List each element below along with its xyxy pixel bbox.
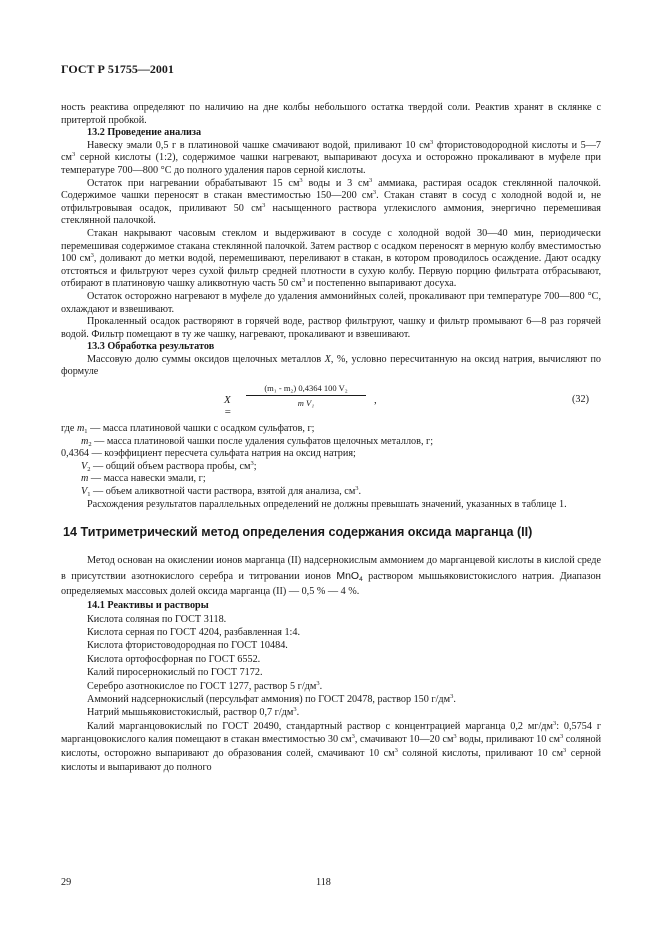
paragraph: Массовую долю суммы оксидов щелочных металлов Х, %, условно пересчитанную на оксид натрия, вычисляют по формуле — [61, 353, 601, 378]
section-13-2-title: 13.2 Проведение анализа — [87, 127, 202, 139]
formula-numerator: (m₁ - m₂) 0,4364 100 V₂ — [246, 383, 366, 396]
legend-item: $m_2$ — масса платиновой чашки после удаления сульфатов щелочных металлов, г; — [81, 435, 434, 448]
document-code: ГОСТ Р 51755—2001 — [61, 62, 174, 76]
paragraph: Метод основан на окислении ионов марганца (II) надсернокислым аммонием до марганцевой кислоты в кислой среде в присутствии азотнокислого серебра и титровании ионов MnO$_4$ раствором мышьяковистокислого натрия. Диапазон определяемых массовых долей оксида марганца (II) — 0,5 % — 4 %. — [61, 555, 601, 598]
legend-item: $V_1$ — объем аликвотной части раствора, взятой для анализа, $см^3$. — [81, 485, 362, 499]
page-body — [61, 102, 601, 774]
formula-comma: , — [374, 394, 377, 407]
section-14-1-title: 14.1 Реактивы и растворы — [87, 600, 209, 611]
section-13-3-title: 13.3 Обработка результатов — [87, 341, 215, 353]
list-item: Кислота фтористоводородная по ГОСТ 10484. — [87, 640, 288, 652]
list-item: Натрий мышьяковистокислый, раствор 0,7 $г/дм^3$. — [87, 706, 300, 719]
list-item: Кислота серная по ГОСТ 4204, разбавленная 1:4. — [87, 627, 301, 638]
list-item: Кислота соляная по ГОСТ 3118. — [87, 613, 227, 625]
paragraph: Остаток при нагревании обрабатывают 15 $см^3$ воды и 3 $см^3$ аммиака, растирая осадок стеклянной палочкой. Содержимое чашки переносят в стакан вместимостью 150—200 $см^3$. Стакан ставят в сосуд с холодной водой и, не отфильтровывая осадок, приливают 50 $см^3$ насыщенного раствора углекислого аммония, энергично перемешивая стеклянной палочкой. — [61, 176, 601, 227]
list-item: Кислота ортофосфорная по ГОСТ 6552. — [87, 653, 261, 665]
list-item: Калий пиросернокислый по ГОСТ 7172. — [87, 667, 263, 679]
paragraph: Прокаленный осадок растворяют в горячей воде, раствор фильтруют, чашку и фильтр промывают 6—8 раз горячей водой. Фильтр помещают в ту же чашку, нагревают, прокаливают и взвешивают. — [61, 316, 601, 340]
paragraph: Навеску эмали 0,5 г в платиновой чашке смачивают водой, приливают 10 $см^3$ фтористоводородной кислоты и 5—7 $см^3$ серной кислоты (1:2), содержимое чашки нагревают, выпаривают досуха и осторожно прокаливают в муфеле при температуре 700—800 °С до полного удаления паров серной кислоты. — [61, 138, 601, 176]
formula-denominator: m V₁ — [297, 398, 315, 409]
footer-page-number-left: 29 — [61, 877, 72, 888]
section-14-title: 14 Титриметрический метод определения содержания оксида марганца (II) — [63, 525, 533, 540]
formula-32 — [61, 383, 601, 417]
paragraph: Остаток осторожно нагревают в муфеле до удаления аммонийных солей, прокаливают при температуре 700—800 °С, охлаждают и взвешивают. — [61, 290, 601, 315]
legend-item: m — масса навески эмали, г; — [81, 473, 206, 485]
list-item: Аммоний надсернокислый (персульфат аммония) по ГОСТ 20478, раствор 150 $г/дм^3$. — [87, 693, 456, 706]
legend-item: $V_2$ — общий объем раствора пробы, $см^3$; — [81, 459, 257, 473]
legend-item: 0,4364 — коэффициент пересчета сульфата натрия на оксид натрия; — [61, 448, 356, 460]
paragraph: Калий марганцовокислый по ГОСТ 20490, стандартный раствор с концентрацией марганца 0,2 $мг/дм^3$: 0,5754 г марганцовокислого калия помещают в стакан вместимостью 30 $см^3$, смачивают 10—20 $см^3$ воды, приливают 10 $см^3$ соляной кислоты, осторожно выпаривают до образования солей, смачивают 10 $см^3$ соляной кислоты, приливают 10 $см^3$ серной кислоты и выпаривают до полного — [61, 719, 602, 773]
equation-number: (32) — [572, 394, 589, 406]
paragraph: Расхождения результатов параллельных определений не должны превышать значений, указанных в таблице 1. — [87, 498, 567, 510]
legend-list — [61, 423, 601, 499]
formula-lhs: X = — [224, 394, 232, 419]
list-item: Серебро азотнокислое по ГОСТ 1277, раствор 5 $г/дм^3$. — [87, 679, 323, 692]
ion-formula: MnO$_4$ — [336, 569, 363, 583]
continued-paragraph: ность реактива определяют по наличию на дне колбы небольшого остатка твердой соли. Реактив хранят в склянке с притертой пробкой. — [61, 102, 601, 126]
paragraph: Стакан накрывают часовым стеклом и выдерживают в сосуде с холодной водой 30—40 мин, периодически перемешивая содержимое стакана стеклянной палочкой. Затем раствор с осадком переносят в мерную колбу вместимостью 100 $см^3$, доливают до метки водой, перемешивают, переливают в стакан, в котором проводилось осаждение. Дают осадку отстояться и фильтруют через сухой фильтр средней плотности в сухую колбу. Первую порцию фильтрата отбрасывают, отбирают в платиновую чашку аликвотную часть 50 $см^3$ и постепенно выпаривают досуха. — [61, 227, 602, 290]
legend-item: где $m_1$ — масса платиновой чашки с осадком сульфатов, г; — [61, 423, 315, 436]
reagent-list — [61, 613, 601, 720]
footer-page-number-center: 118 — [316, 877, 331, 888]
